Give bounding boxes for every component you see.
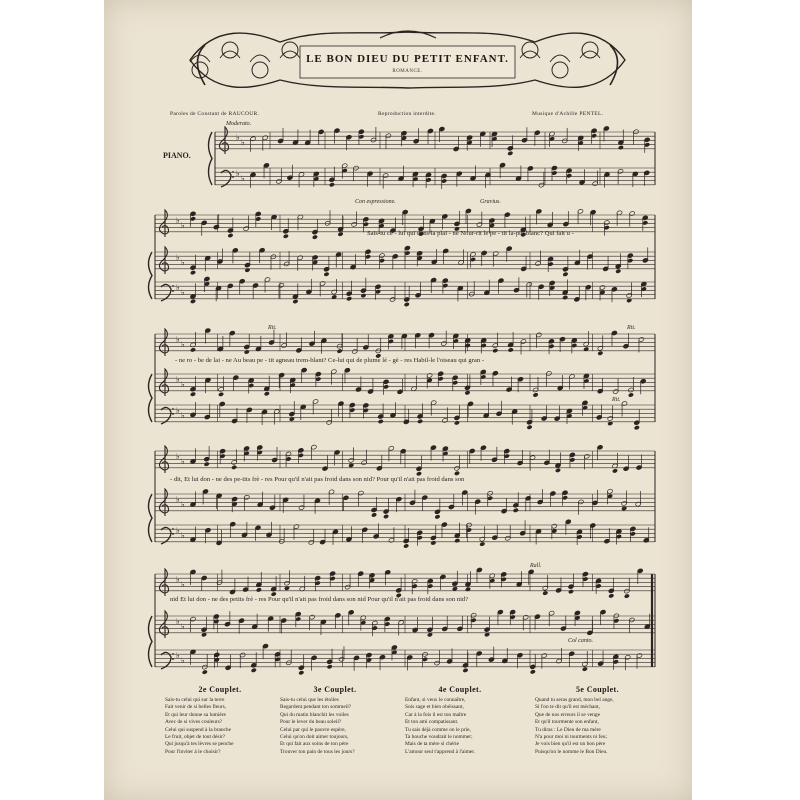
piece-subtitle: ROMANCE.: [392, 69, 423, 74]
verse-line: Enfant, si veux le connaître,: [405, 697, 466, 703]
rall-marking: Rall.: [530, 563, 542, 569]
verse-line: Ta bouche voudrait le nommer;: [405, 734, 473, 741]
svg-text:♭: ♭: [181, 656, 185, 665]
svg-text:♭: ♭: [236, 169, 240, 178]
verse-line: Celui par qui le pauvre espère,: [280, 726, 346, 733]
staff-systems: [149, 127, 656, 669]
verse-line: Puisqu'on le nomme le Bon Dieu.: [535, 748, 608, 755]
rit-marking-2: Rit.: [627, 325, 636, 331]
verse-line: Celui qu'on doit aimer toujours,: [280, 734, 349, 741]
couplet-heading: 3e Couplet.: [313, 685, 357, 694]
rights-notice: Reproduction interdite.: [378, 111, 436, 117]
couplet-heading: 2e Couplet.: [198, 685, 242, 694]
verse-line: Quand tu seras grand, mon bel ange,: [535, 697, 614, 703]
svg-text:♭: ♭: [181, 288, 185, 297]
verse-line: Fait venir de si belles fleurs,: [165, 704, 227, 711]
svg-text:♭: ♭: [181, 580, 185, 589]
svg-text:♭: ♭: [181, 340, 185, 349]
svg-text:♭: ♭: [181, 221, 185, 230]
lyric-line-3: - dit, Et lui don - ne des pe-tits frè - res Pour qu'il n'ait pas froid dans son nid? Pour qu'il n'ait pas froid dans son: [170, 476, 465, 483]
piece-title: LE BON DIEU DU PETIT ENFANT.: [306, 53, 509, 65]
rit-marking-1: Rit.: [268, 325, 277, 331]
lyric-line-1: Sais-tu ce - lui qui dans la plai - ne Nour-rit le pe - tit la-pin blanc? Qui fait u -: [367, 230, 574, 237]
verse-line: Et qui fait aux soins de ton père: [280, 741, 349, 748]
svg-text:♭: ♭: [181, 500, 185, 509]
verse-line: Sais-tu celui qui sur la terre: [165, 697, 225, 703]
verse-line: Si l'on te dit qu'il est méchant,: [535, 704, 600, 711]
couplet-heading: 4e Couplet.: [438, 685, 482, 694]
verse-line: Celui qui suspend à la branche: [165, 726, 232, 733]
svg-text:♭: ♭: [241, 174, 245, 183]
svg-text:♭: ♭: [181, 531, 185, 540]
verse-line: Regardent pendant ton sommeil?: [280, 704, 352, 711]
note-heads: [190, 126, 651, 676]
svg-text:♭: ♭: [176, 216, 180, 225]
composer-credit: Musique d'Achille PENTEL.: [532, 111, 604, 117]
svg-text:♭: ♭: [176, 651, 180, 660]
couplet-4: [405, 685, 515, 756]
col-canto-marking: Col canto.: [568, 638, 593, 644]
svg-text:♭: ♭: [181, 380, 185, 389]
lyric-line-4: nid Et lui don - ne des petits frè - res Pour qu'il n'ait pas froid dans son nid Pour qu'il n'ait pas froid dans son nid?: [170, 596, 469, 603]
verse-line: Et ton ami compatissant.: [405, 719, 459, 726]
verse-line: Avec de si vives couleurs?: [165, 719, 223, 726]
couplet-heading: 5e Couplet.: [575, 685, 620, 694]
verse-line: Sais-tu celui que les étoiles: [280, 697, 339, 703]
rit-marking-3: Rit.: [612, 397, 621, 403]
couplet-5: [535, 685, 660, 756]
verse-line: Je vois bien qu'il est un bon père: [535, 741, 606, 748]
expression-marking: Con espressione.: [355, 199, 396, 205]
svg-text:♭: ♭: [176, 283, 180, 292]
tempo-marking: Moderato.: [226, 121, 252, 127]
verse-line: Tu diras : Le Dieu de ma mère: [535, 726, 601, 733]
verse-line: Tu sais déjà comme on le prie,: [405, 726, 471, 733]
verse-line: Trouver ton pain de tous les jours?: [280, 748, 355, 755]
verse-line: Qui du matin blanchit les voiles: [280, 711, 349, 718]
svg-text:♭: ♭: [176, 575, 180, 584]
verse-line: Le fruit, objet de tout désir?: [165, 734, 226, 741]
svg-text:♭: ♭: [176, 375, 180, 384]
verse-line: Qui jusqu'à tes lèvres se penche: [165, 741, 234, 748]
svg-text:♭: ♭: [176, 495, 180, 504]
lyricist-credit: Paroles de Constant de RAUCOUR.: [170, 111, 260, 117]
gravius-marking: Gravius.: [480, 199, 501, 205]
verse-line: Pour le lever du beau soleil?: [280, 719, 342, 726]
instrument-label: PIANO.: [163, 151, 191, 160]
svg-text:♭: ♭: [181, 457, 185, 466]
svg-text:♭: ♭: [176, 452, 180, 461]
verse-line: N'a pour moi ni tourments ni feu;: [535, 734, 607, 741]
svg-text:♭: ♭: [181, 411, 185, 420]
couplet-2: [165, 685, 275, 756]
svg-text:♭: ♭: [176, 526, 180, 535]
verse-line: Car à la fois il est ton maître: [405, 711, 467, 718]
verse-line: Que de nos erreurs il se venge: [535, 711, 600, 718]
svg-text:♭: ♭: [176, 406, 180, 415]
svg-text:♭: ♭: [241, 138, 245, 147]
verse-line: Mais de ta mère si chérie: [405, 741, 460, 748]
svg-text:♭: ♭: [176, 335, 180, 344]
verse-line: Sois sage et bien obéissant,: [405, 704, 464, 711]
lyric-line-2: - ne ro - be de lai - ne Au beau pe - tit agneau trem-blant? Ce-lui qui de plume lé - gè - res Habil-le l'oiseau qui gran -: [175, 357, 484, 364]
svg-text:♭: ♭: [176, 617, 180, 626]
couplet-3: [280, 685, 390, 756]
svg-text:♭: ♭: [181, 258, 185, 267]
verse-line: Et qu'il tourmente son enfant,: [535, 719, 599, 726]
svg-text:♭: ♭: [181, 622, 185, 631]
verse-line: Et qui leur donne sa lumière: [165, 711, 226, 718]
verse-line: L'amour seul t'apprend à l'aimer.: [405, 748, 476, 755]
svg-text:♭: ♭: [176, 253, 180, 262]
verse-line: Pour l'inviter à le choisir?: [165, 748, 221, 755]
svg-text:♭: ♭: [236, 133, 240, 142]
